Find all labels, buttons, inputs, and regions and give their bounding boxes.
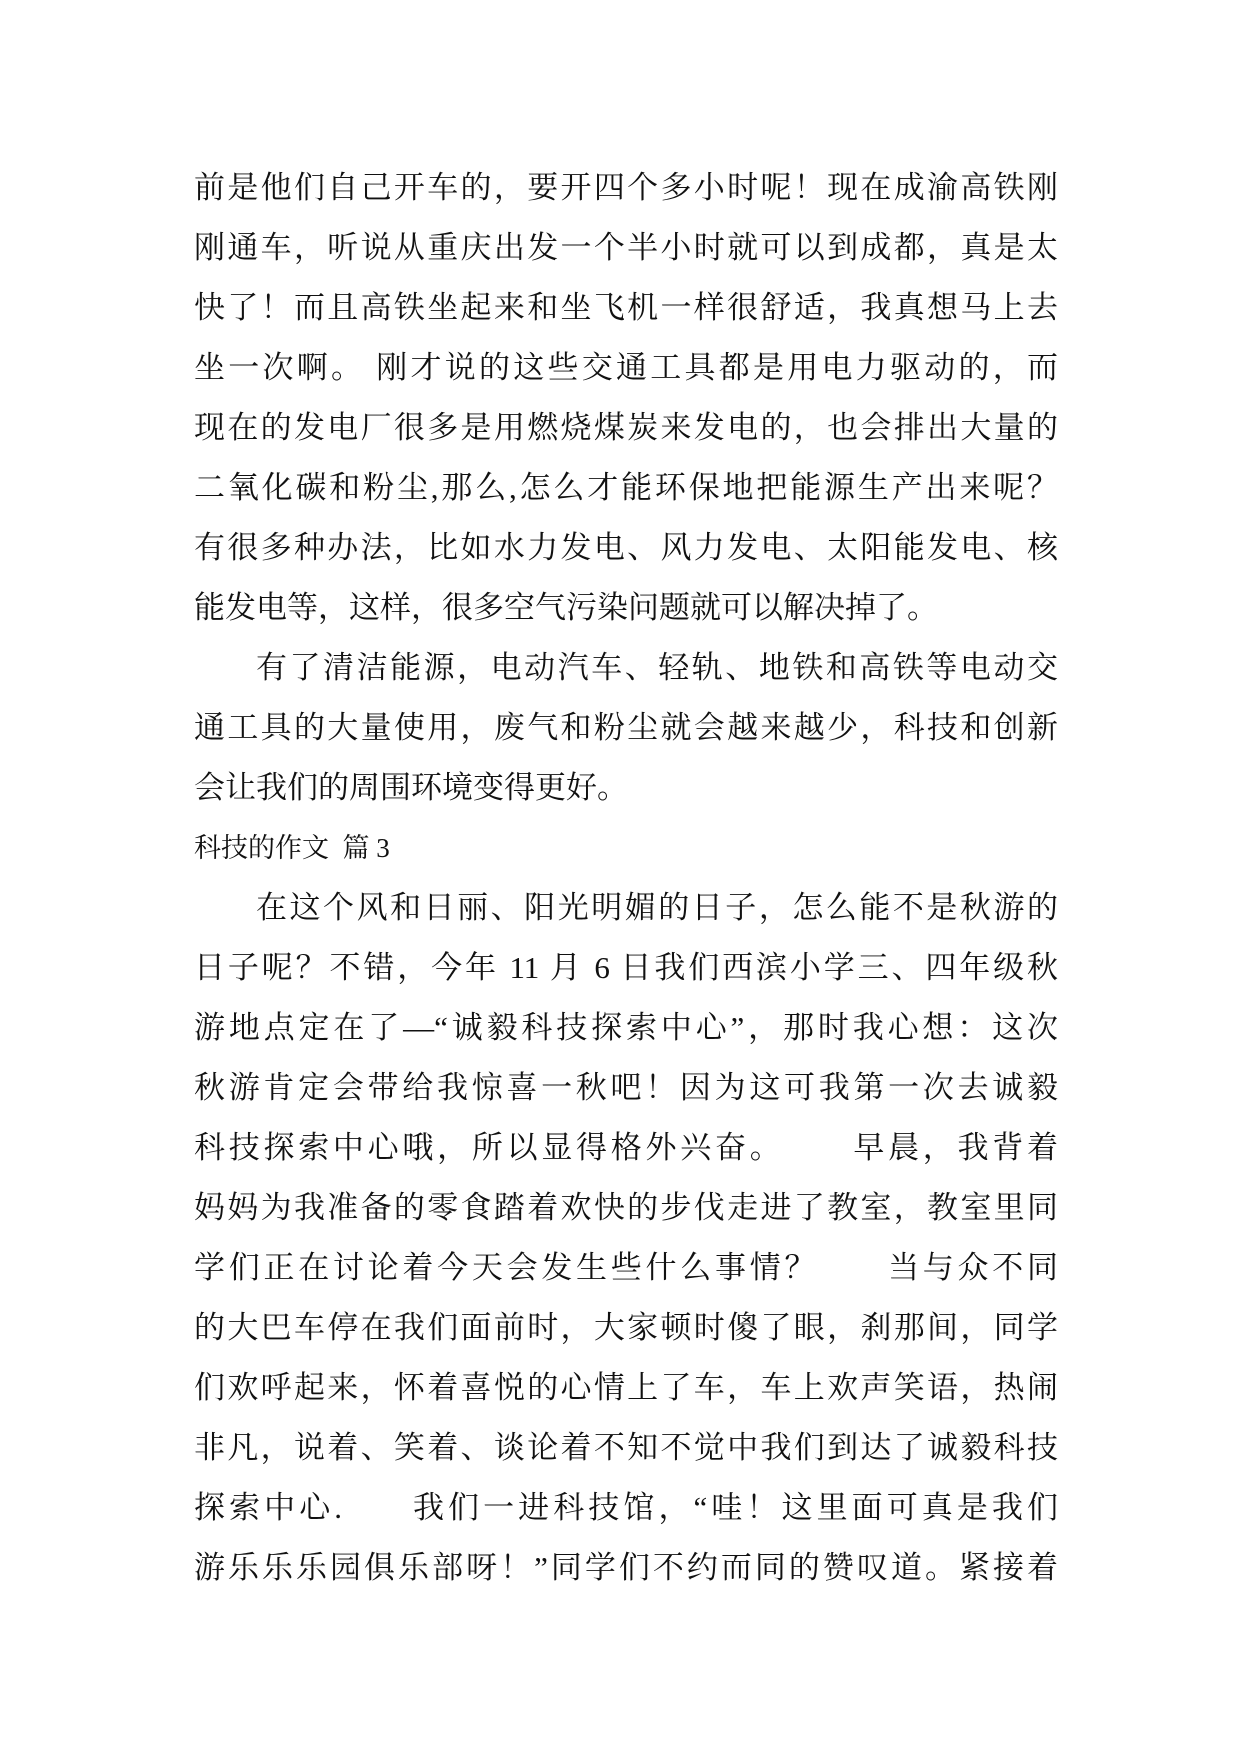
text-line: 科技探索中心哦，所以显得格外兴奋。 早晨，我背着 (194, 1130, 1058, 1165)
text-line: 在这个风和日丽、阳光明媚的日子，怎么能不是秋游的 (256, 890, 1058, 925)
text-line: 探索中心. 我们一进科技馆，“哇！这里面可真是我们 (194, 1490, 1058, 1525)
text-line: 日子呢？不错，今年 11 月 6 日我们西滨小学三、四年级秋 (194, 950, 1058, 985)
paragraph (194, 158, 1058, 638)
text-line: 秋游肯定会带给我惊喜一秋吧！因为这可我第一次去诚毅 (194, 1070, 1058, 1105)
text-line: 们欢呼起来，怀着喜悦的心情上了车，车上欢声笑语，热闹 (194, 1370, 1058, 1405)
text-line: 现在的发电厂很多是用燃烧煤炭来发电的，也会排出大量的 (194, 410, 1058, 445)
text-line: 刚通车，听说从重庆出发一个半小时就可以到成都，真是太 (194, 230, 1058, 265)
text-line: 能发电等，这样，很多空气污染问题就可以解决掉了。 (194, 590, 938, 625)
text-line: 通工具的大量使用，废气和粉尘就会越来越少，科技和创新 (194, 710, 1058, 745)
paragraph (194, 638, 1058, 818)
document-body (194, 158, 1058, 1598)
text-line: 前是他们自己开车的，要开四个多小时呢！现在成渝高铁刚 (194, 170, 1058, 205)
text-line: 学们正在讨论着今天会发生些什么事情？ 当与众不同 (194, 1250, 1058, 1285)
text-line: 快了！而且高铁坐起来和坐飞机一样很舒适，我真想马上去 (194, 290, 1058, 325)
text-line: 游乐乐乐园俱乐部呀！”同学们不约而同的赞叹道。紧接着 (194, 1550, 1058, 1585)
text-line: 非凡，说着、笑着、谈论着不知不觉中我们到达了诚毅科技 (194, 1430, 1058, 1465)
text-line: 有了清洁能源，电动汽车、轻轨、地铁和高铁等电动交 (256, 650, 1058, 685)
text-line: 游地点定在了—“诚毅科技探索中心”，那时我心想：这次 (194, 1010, 1058, 1045)
section-heading: 科技的作文 篇 3 (194, 833, 390, 863)
paragraph (194, 878, 1058, 1598)
text-line: 二氧化碳和粉尘,那么,怎么才能环保地把能源生产出来呢？ (194, 470, 1058, 505)
text-line: 坐一次啊。 刚才说的这些交通工具都是用电力驱动的，而 (194, 350, 1058, 385)
text-line: 有很多种办法，比如水力发电、风力发电、太阳能发电、核 (194, 530, 1058, 565)
text-line: 会让我们的周围环境变得更好。 (194, 770, 628, 805)
text-line: 妈妈为我准备的零食踏着欢快的步伐走进了教室，教室里同 (194, 1190, 1058, 1225)
text-line: 的大巴车停在我们面前时，大家顿时傻了眼，刹那间，同学 (194, 1310, 1058, 1345)
